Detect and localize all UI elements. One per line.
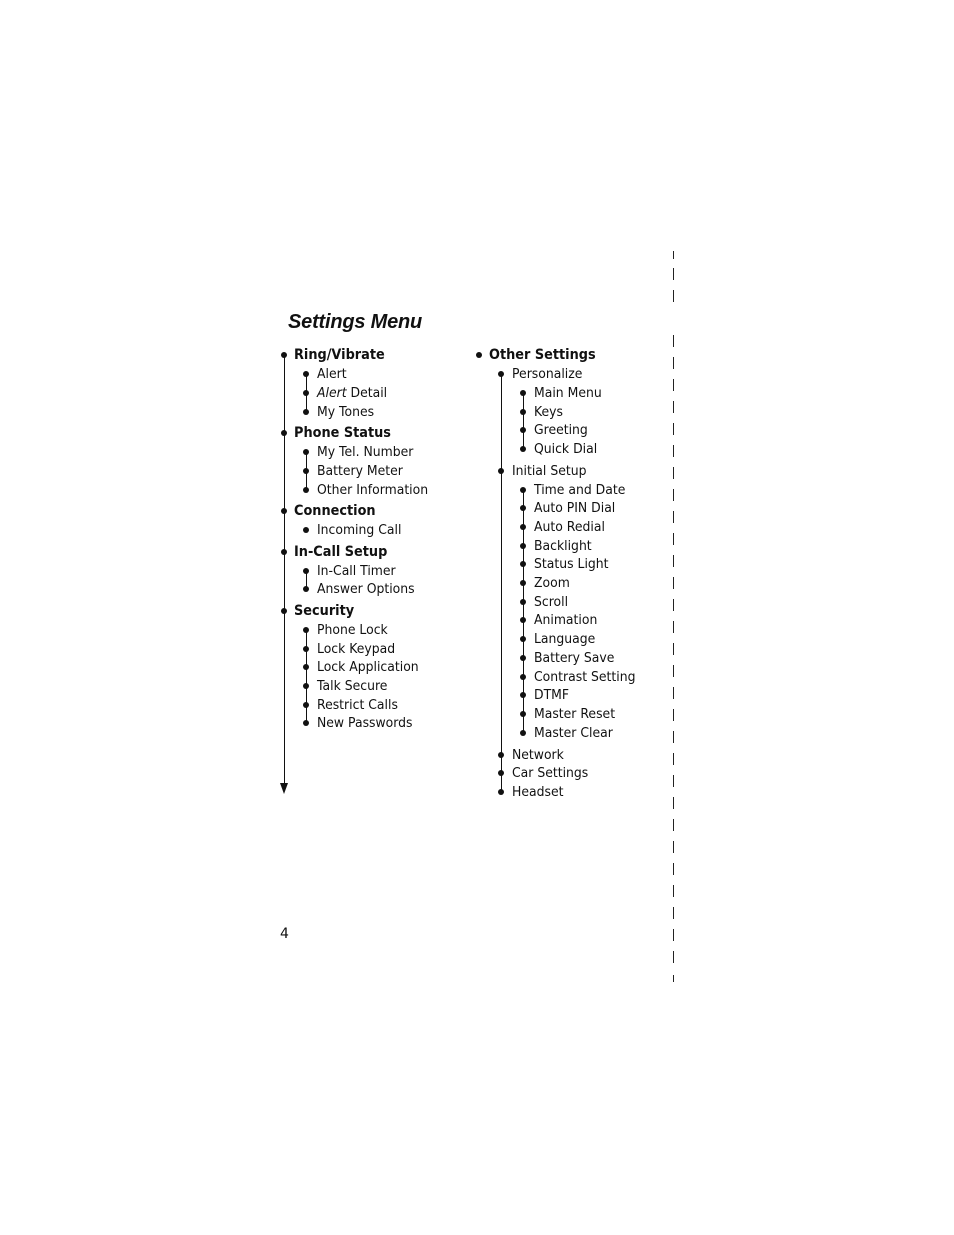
menu-heading-in-call-setup[interactable]: In-Call Setup (294, 544, 388, 560)
alert-detail-rest: Detail (346, 385, 388, 401)
bullet-icon (520, 543, 526, 549)
bullet-icon (520, 524, 526, 530)
bullet-icon (520, 617, 526, 623)
edge-tick (673, 599, 674, 611)
edge-tick (673, 268, 674, 280)
bullet-icon (303, 683, 309, 689)
edge-tick (673, 251, 674, 259)
menu-item-greeting[interactable]: Greeting (534, 422, 588, 438)
bullet-icon (303, 468, 309, 474)
edge-tick (673, 951, 674, 963)
menu-item-in-call-timer[interactable]: In-Call Timer (317, 563, 396, 579)
edge-tick (673, 467, 674, 479)
bullet-icon (303, 409, 309, 415)
menu-item-headset[interactable]: Headset (512, 784, 564, 800)
menu-heading-security[interactable]: Security (294, 603, 355, 619)
edge-tick (673, 797, 674, 809)
bullet-icon (303, 527, 309, 533)
bullet-icon (520, 427, 526, 433)
edge-tick (673, 290, 674, 302)
bullet-icon (498, 752, 504, 758)
menu-item-my-tel-number[interactable]: My Tel. Number (317, 444, 414, 460)
personalize-branch-line (523, 393, 524, 449)
bullet-icon (520, 446, 526, 452)
edge-tick (673, 511, 674, 523)
bullet-icon (520, 711, 526, 717)
page-number: 4 (280, 926, 289, 942)
menu-item-auto-pin-dial[interactable]: Auto PIN Dial (534, 500, 616, 516)
edge-tick (673, 335, 674, 347)
menu-item-incoming-call[interactable]: Incoming Call (317, 522, 402, 538)
edge-tick (673, 489, 674, 501)
edge-tick (673, 863, 674, 875)
bullet-icon (520, 730, 526, 736)
bullet-icon (303, 390, 309, 396)
menu-item-my-tones[interactable]: My Tones (317, 404, 375, 420)
edge-tick (673, 687, 674, 699)
bullet-icon (520, 505, 526, 511)
bullet-icon (303, 664, 309, 670)
left-main-line (284, 355, 285, 785)
menu-item-animation[interactable]: Animation (534, 612, 598, 628)
bullet-icon (303, 586, 309, 592)
menu-item-battery-meter[interactable]: Battery Meter (317, 463, 403, 479)
menu-item-alert[interactable]: Alert (317, 366, 347, 382)
menu-item-backlight[interactable]: Backlight (534, 538, 592, 554)
edge-tick (673, 379, 674, 391)
bullet-icon (303, 487, 309, 493)
menu-item-auto-redial[interactable]: Auto Redial (534, 519, 605, 535)
bullet-icon (303, 449, 309, 455)
bullet-icon (303, 568, 309, 574)
bullet-icon (520, 561, 526, 567)
menu-item-initial-setup[interactable]: Initial Setup (512, 463, 587, 479)
menu-item-language[interactable]: Language (534, 631, 596, 647)
edge-tick (673, 555, 674, 567)
edge-tick (673, 841, 674, 853)
menu-item-new-passwords[interactable]: New Passwords (317, 715, 413, 731)
bullet-icon (520, 599, 526, 605)
edge-tick (673, 533, 674, 545)
menu-item-dtmf[interactable]: DTMF (534, 687, 570, 703)
bullet-icon (281, 549, 287, 555)
edge-tick (673, 929, 674, 941)
bullet-icon (498, 770, 504, 776)
bullet-icon (281, 352, 287, 358)
bullet-icon (520, 580, 526, 586)
bullet-icon (303, 702, 309, 708)
security-branch-line (306, 630, 307, 724)
edge-tick (673, 401, 674, 413)
edge-tick (673, 709, 674, 721)
other-settings-branch-line (501, 374, 502, 792)
menu-item-quick-dial[interactable]: Quick Dial (534, 441, 598, 457)
menu-item-time-and-date[interactable]: Time and Date (534, 482, 626, 498)
edge-tick (673, 665, 674, 677)
bullet-icon (303, 371, 309, 377)
bullet-icon (303, 646, 309, 652)
menu-item-talk-secure[interactable]: Talk Secure (317, 678, 388, 694)
menu-item-network[interactable]: Network (512, 747, 564, 763)
edge-tick (673, 907, 674, 919)
bullet-icon (281, 508, 287, 514)
continue-arrow-icon (280, 783, 288, 794)
menu-item-car-settings[interactable]: Car Settings (512, 765, 589, 781)
bullet-icon (520, 674, 526, 680)
bullet-icon (281, 430, 287, 436)
edge-tick (673, 885, 674, 897)
menu-heading-other-settings[interactable]: Other Settings (489, 347, 596, 363)
page-title: Settings Menu (288, 311, 423, 333)
menu-item-contrast-setting[interactable]: Contrast Setting (534, 669, 636, 685)
menu-heading-ring-vibrate[interactable]: Ring/Vibrate (294, 347, 385, 363)
edge-tick (673, 445, 674, 457)
menu-item-scroll[interactable]: Scroll (534, 594, 569, 610)
edge-tick (673, 753, 674, 765)
menu-item-restrict-calls[interactable]: Restrict Calls (317, 697, 398, 713)
bullet-icon (498, 371, 504, 377)
menu-heading-phone-status[interactable]: Phone Status (294, 425, 391, 441)
edge-tick (673, 423, 674, 435)
menu-item-personalize[interactable]: Personalize (512, 366, 583, 382)
menu-item-other-information[interactable]: Other Information (317, 482, 429, 498)
bullet-icon (520, 487, 526, 493)
edge-tick (673, 731, 674, 743)
bullet-icon (520, 692, 526, 698)
edge-tick (673, 975, 674, 982)
menu-item-lock-keypad[interactable]: Lock Keypad (317, 641, 396, 657)
bullet-icon (498, 789, 504, 795)
bullet-icon (303, 627, 309, 633)
menu-heading-connection[interactable]: Connection (294, 503, 376, 519)
menu-item-alert-detail[interactable] (317, 384, 387, 403)
bullet-icon (498, 468, 504, 474)
bullet-icon (520, 409, 526, 415)
edge-tick (673, 357, 674, 369)
menu-item-main-menu[interactable]: Main Menu (534, 385, 602, 401)
menu-item-master-clear[interactable]: Master Clear (534, 725, 613, 741)
menu-item-zoom[interactable]: Zoom (534, 575, 570, 591)
bullet-icon (520, 655, 526, 661)
bullet-icon (520, 390, 526, 396)
menu-item-status-light[interactable]: Status Light (534, 556, 609, 572)
menu-item-battery-save[interactable]: Battery Save (534, 650, 615, 666)
menu-item-lock-application[interactable]: Lock Application (317, 659, 419, 675)
edge-tick (673, 621, 674, 633)
menu-item-keys[interactable]: Keys (534, 404, 563, 420)
bullet-icon (476, 352, 482, 358)
alert-detail-italic: Alert (317, 385, 347, 401)
edge-tick (673, 775, 674, 787)
bullet-icon (520, 636, 526, 642)
edge-tick (673, 643, 674, 655)
menu-item-answer-options[interactable]: Answer Options (317, 581, 415, 597)
edge-tick (673, 577, 674, 589)
menu-item-phone-lock[interactable]: Phone Lock (317, 622, 388, 638)
bullet-icon (281, 608, 287, 614)
bullet-icon (303, 720, 309, 726)
edge-tick (673, 819, 674, 831)
menu-item-master-reset[interactable]: Master Reset (534, 706, 616, 722)
